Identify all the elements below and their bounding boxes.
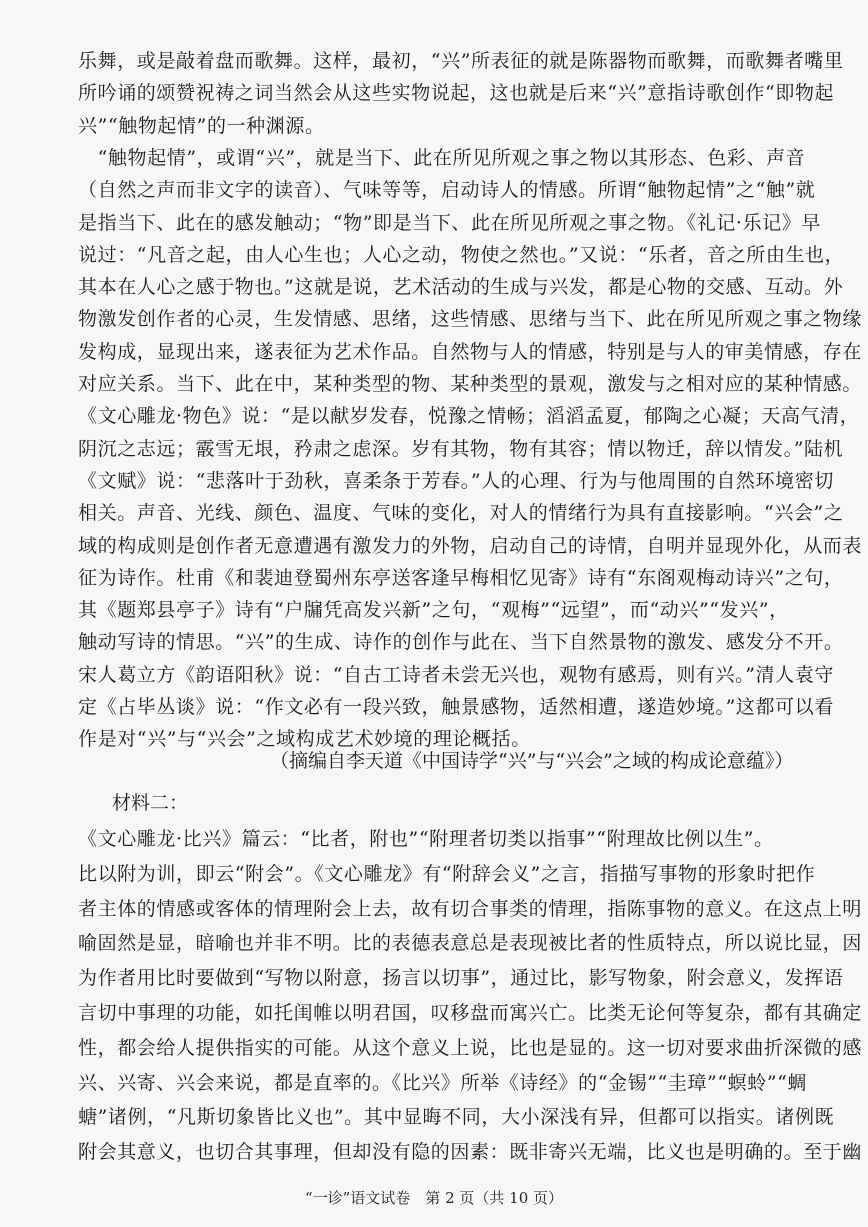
text-line: 物激发创作者的心灵，生发情感、思绪，这些情感、思绪与当下、此在所见所观之事之物缘 (78, 308, 863, 331)
text-line: 附会其意义，也切合其事理，但却没有隐的因素：既非寄兴无端，比义也是明确的。至于幽 (78, 1141, 863, 1164)
text-line: 性，都会给人提供指实的可能。从这个意义上说，比也是显的。这一切对要求曲折深微的感 (78, 1036, 863, 1059)
text-line: 言切中事理的功能，如托闺帷以明君国，叹移盘而寓兴亡。比类无论何等复杂，都有其确定 (78, 1002, 863, 1024)
text-line: 《文心雕龙·物色》说：“是以献岁发春，悦豫之情畅；滔滔孟夏，郁陶之心凝；天高气清， (78, 405, 860, 428)
text-line: 其本在人心之感于物也。”这就是说，艺术活动的生成与兴发，都是心物的交感、互动。外 (78, 276, 844, 299)
text-line: 发构成，显现出来，遂表征为艺术作品。自然物与人的情感，特别是与人的审美情感，存在 (78, 340, 863, 363)
text-line: 宋人葛立方《韵语阳秋》说：“自古工诗者未尝无兴也，观物有感焉，则有兴。”清人袁守 (78, 663, 834, 686)
text-line: 螗”诸例，“凡斯切象皆比义也”。其中显晦不同，大小深浅有异，但都可以指实。诸例既 (78, 1106, 835, 1129)
text-line: “触物起情”，或谓“兴”，就是当下、此在所见所观之事之物以其形态、色彩、声音 (78, 146, 806, 169)
text-line: 为作者用比时要做到“写物以附意，扬言以切事”，通过比，影写物象，附会意义，发挥语 (78, 967, 844, 990)
text-line: 乐舞，或是敲着盘而歌舞。这样，最初，“兴”所表征的就是陈器物而歌舞，而歌舞者嘴里 (78, 50, 844, 72)
text-line: 定《占毕丛谈》说：“作文必有一段兴致，触景感物，适然相遭，遂造妙境。”这都可以看 (78, 696, 834, 718)
page-footer: “一诊”语文试卷 第 2 页（共 10 页） (304, 1189, 564, 1207)
text-line: 是指当下、此在的感发触动；“物”即是当下、此在所见所观之事之物。《礼记·乐记》早 (78, 211, 821, 234)
material-two-heading: 材料二： (112, 792, 189, 814)
text-line: 其《题郑县亭子》诗有“户牖凭高发兴新”之句，“观梅”“远望”，而“动兴”“发兴”， (78, 599, 789, 622)
text-line: 作是对“兴”与“兴会”之域构成艺术妙境的理论概括。 (78, 728, 531, 751)
text-line: 者主体的情感或客体的情理附会上去，故有切合事类的情理，指陈事物的意义。在这点上明 (78, 897, 863, 920)
source-citation: （摘编自李天道《中国诗学“兴”与“兴会”之域的构成论意蕴》） (270, 750, 794, 772)
text-line: 征为诗作。杜甫《和裴迪登蜀州东亭送客逢早梅相忆见寄》诗有“东阁观梅动诗兴”之句， (78, 566, 844, 589)
text-line: 《文心雕龙·比兴》篇云：“比者，附也”“附理者切类以指事”“附理故比例以生”。 (78, 828, 774, 850)
text-line: 相关。声音、光线、颜色、温度、气味的变化，对人的情绪行为具有直接影响。“兴会”之 (78, 502, 844, 525)
text-line: 域的构成则是创作者无意遭遇有激发力的外物，启动自己的诗情，自明并显现外化，从而表 (78, 534, 863, 557)
text-line: 触动写诗的情思。“兴”的生成、诗作的创作与此在、当下自然景物的激发、感发分不开。 (78, 631, 844, 654)
text-line: 兴、兴寄、兴会来说，都是直率的。《比兴》所举《诗经》的“金锡”“圭璋”“螟蛉”“蜩 (78, 1071, 808, 1094)
text-line: 所吟诵的颂赞祝祷之词当然会从这些实物说起，这也就是后来“兴”意指诗歌创作“即物起 (78, 82, 835, 105)
text-line: 比以附为训，即云“附会”。《文心雕龙》有“附辞会义”之言，指描写事物的形象时把作 (78, 862, 816, 885)
text-line: 说过：“凡音之起，由人心生也；人心之动，物使之然也。”又说：“乐者，音之所由生也， (78, 243, 845, 266)
text-line: （自然之声而非文字的读音）、气味等等，启动诗人的情感。所谓“触物起情”之“触”就 (78, 179, 816, 202)
text-line: 兴”“触物起情”的一种渊源。 (78, 114, 325, 137)
text-line: 《文赋》说：“悲落叶于劲秋，喜柔条于芳春。”人的心理、行为与他周围的自然环境密切 (78, 469, 834, 492)
text-line: 对应关系。当下、此在中，某种类型的物、某种类型的景观，激发与之相对应的某种情感。 (78, 373, 863, 395)
text-line: 喻固然是显，暗喻也并非不明。比的表德表意总是表现被比者的性质特点，所以说比显，因 (78, 932, 863, 955)
text-line: 阴沉之志远；霰雪无垠，矜肃之虑深。岁有其物，物有其容；情以物迁，辞以情发。”陆机 (78, 437, 844, 460)
